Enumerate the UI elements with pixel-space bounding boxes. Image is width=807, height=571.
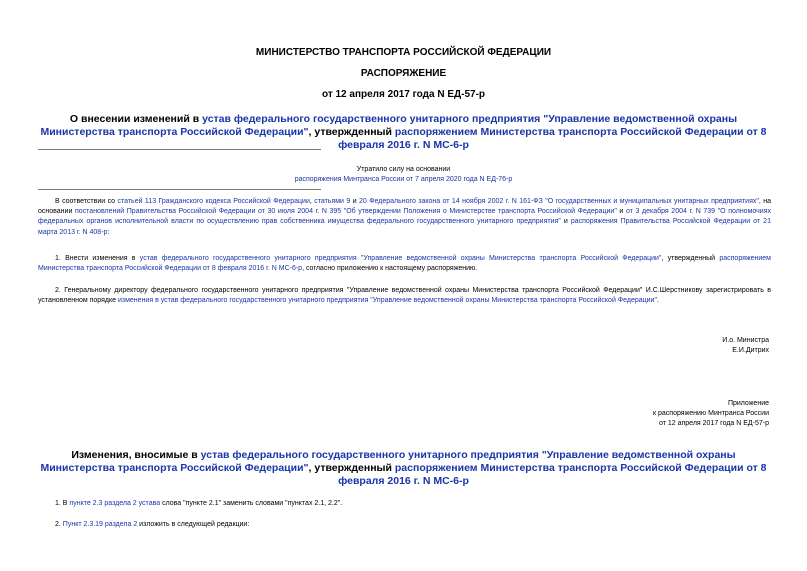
change-item-2: 2. Пункт 2.3.19 раздела 2 изложить в следующей редакции: xyxy=(55,521,250,528)
signature-block xyxy=(722,336,769,356)
resolution-739-link[interactable]: от 3 декабря 2004 г. N 739 "О полномочиях федеральных органов исполнительной власти по осуществлению прав собственника имущества федерального государственного унитарного предприятия" xyxy=(38,208,771,226)
government-order-link[interactable]: распоряжения Правительства Российской Федерации от 21 марта 2013 г. N 408-р xyxy=(38,218,771,236)
point-2-paragraph: 2. Генеральному директору федерального государственного унитарного предприятия "Управление ведомственной охраны Министерства транспорта Российской Федерации" И.С.Шерстникову зарегистрировать в установленном порядке изменения в устав федерального государственного унитарного предприятия "Управление ведомственной охраны Министерства транспорта Российской Федерации". xyxy=(38,287,771,305)
expired-basis-link[interactable]: распоряжения Минтранса России от 7 апреля 2020 года N ЕД-76-р xyxy=(294,176,513,184)
doc-type-heading: РАСПОРЯЖЕНИЕ xyxy=(360,68,447,79)
changes-order-link[interactable]: распоряжением Министерства транспорта Российской Федерации от 8 февраля 2016 г. N МС-6-р xyxy=(338,462,767,487)
section-2-link[interactable]: раздела 2 xyxy=(104,500,137,507)
preamble-paragraph: В соответствии со статьей 113 Гражданского кодекса Российской Федерации, статьями 9 и 20 Федерального закона от 14 ноября 2002 г. N 161-ФЗ "О государственных и муниципальных унитарных предприятиях", на основании постановлений Правительства Российской Федерации от 30 июля 2004 г. N 395 "Об утверждении Положения о Министерстве транспорта Российской Федерации" и от 3 декабря 2004 г. N 739 "О полномочиях федеральных органов исполнительной власти по осуществлению прав собственника имущества федерального государственного унитарного предприятия" и распоряжения Правительства Российской Федерации от 21 марта 2013 г. N 408-р: xyxy=(38,198,771,236)
signatory-position: И.о. Министра xyxy=(722,337,769,344)
clause-2-3-link[interactable]: пункте 2.3 xyxy=(69,500,103,507)
signatory-name: Е.И.Дитрих xyxy=(732,347,769,355)
point-2-changes-link[interactable]: изменения в устав федерального государственного унитарного предприятия "Управление ведомственной охраны Министерства транспорта Российской Федерации" xyxy=(117,297,657,305)
resolution-395-link[interactable]: постановлений Правительства Российской Федерации от 30 июля 2004 г. N 395 "Об утверждении Положения о Министерстве транспорта Российской Федерации" xyxy=(74,208,617,216)
point-1-paragraph: 1. Внести изменения в устав федерального государственного унитарного предприятия "Управление ведомственной охраны Министерства транспорта Российской Федерации", утвержденный распоряжением Министерства транспорта Российской Федерации от 8 февраля 2016 г. N МС-6-р, согласно приложению к настоящему распоряжению. xyxy=(38,255,771,273)
appendix-block: Приложение к распоряжению Минтранса России от 12 апреля 2017 года N ЕД-57-р xyxy=(652,400,769,428)
order-link[interactable]: распоряжением Министерства транспорта Российской Федерации от 8 февраля 2016 г. N МС-6-р xyxy=(338,126,767,151)
divider-bottom xyxy=(38,189,321,190)
section-2-link-2[interactable]: раздела 2 xyxy=(104,521,138,528)
divider-top xyxy=(38,149,321,150)
document-title: О внесении изменений в устав федерального государственного унитарного предприятия "Управление ведомственной охраны Министерства транспорта Российской Федерации", утвержденный распоряжением Министерства транспорта Российской Федерации от 8 февраля 2016 г. N МС-6-р xyxy=(40,113,767,151)
expired-notice: Утратило силу на основании распоряжения Минтранса России от 7 апреля 2020 года N ЕД-76-р xyxy=(40,165,767,185)
charter-link[interactable]: устав федерального государственного унитарного предприятия "Управление ведомственной охраны Министерства транспорта Российской Федерации" xyxy=(40,113,738,138)
changes-title: Изменения, вносимые в устав федерального государственного унитарного предприятия "Управление ведомственной охраны Министерства транспорта Российской Федерации", утвержденный распоряжением Министерства транспорта Российской Федерации от 8 февраля 2016 г. N МС-6-р xyxy=(40,449,767,487)
change-item-1: 1. В пункте 2.3 раздела 2 устава слова "пункте 2.1" заменить словами "пунктах 2.1, 2.2". xyxy=(55,500,343,507)
civil-code-link[interactable]: статьей 113 Гражданского кодекса Российской Федерации xyxy=(117,198,310,205)
ministry-heading: МИНИСТЕРСТВО ТРАНСПОРТА РОССИЙСКОЙ ФЕДЕРАЦИИ xyxy=(255,47,552,58)
charter-short-link[interactable]: устава xyxy=(138,500,161,507)
law-articles-link[interactable]: статьями 9 xyxy=(314,198,351,205)
point-1-charter-link[interactable]: устав федерального государственного унитарного предприятия "Управление ведомственной охраны Министерства транспорта Российской Федерации" xyxy=(139,255,662,262)
clause-2-3-19-link[interactable]: Пункт 2.3.19 xyxy=(62,521,103,528)
doc-date-number: от 12 апреля 2017 года N ЕД-57-р xyxy=(321,89,486,100)
changes-charter-link[interactable]: устав федерального государственного унитарного предприятия "Управление ведомственной охраны Министерства транспорта Российской Федерации" xyxy=(40,449,736,474)
point-1-order-link[interactable]: распоряжением Министерства транспорта Российской Федерации от 8 февраля 2016 г. N МС-6-р xyxy=(38,255,771,273)
federal-law-link[interactable]: 20 Федерального закона от 14 ноября 2002 г. N 161-ФЗ "О государственных и муниципальных унитарных предприятиях" xyxy=(359,198,759,205)
